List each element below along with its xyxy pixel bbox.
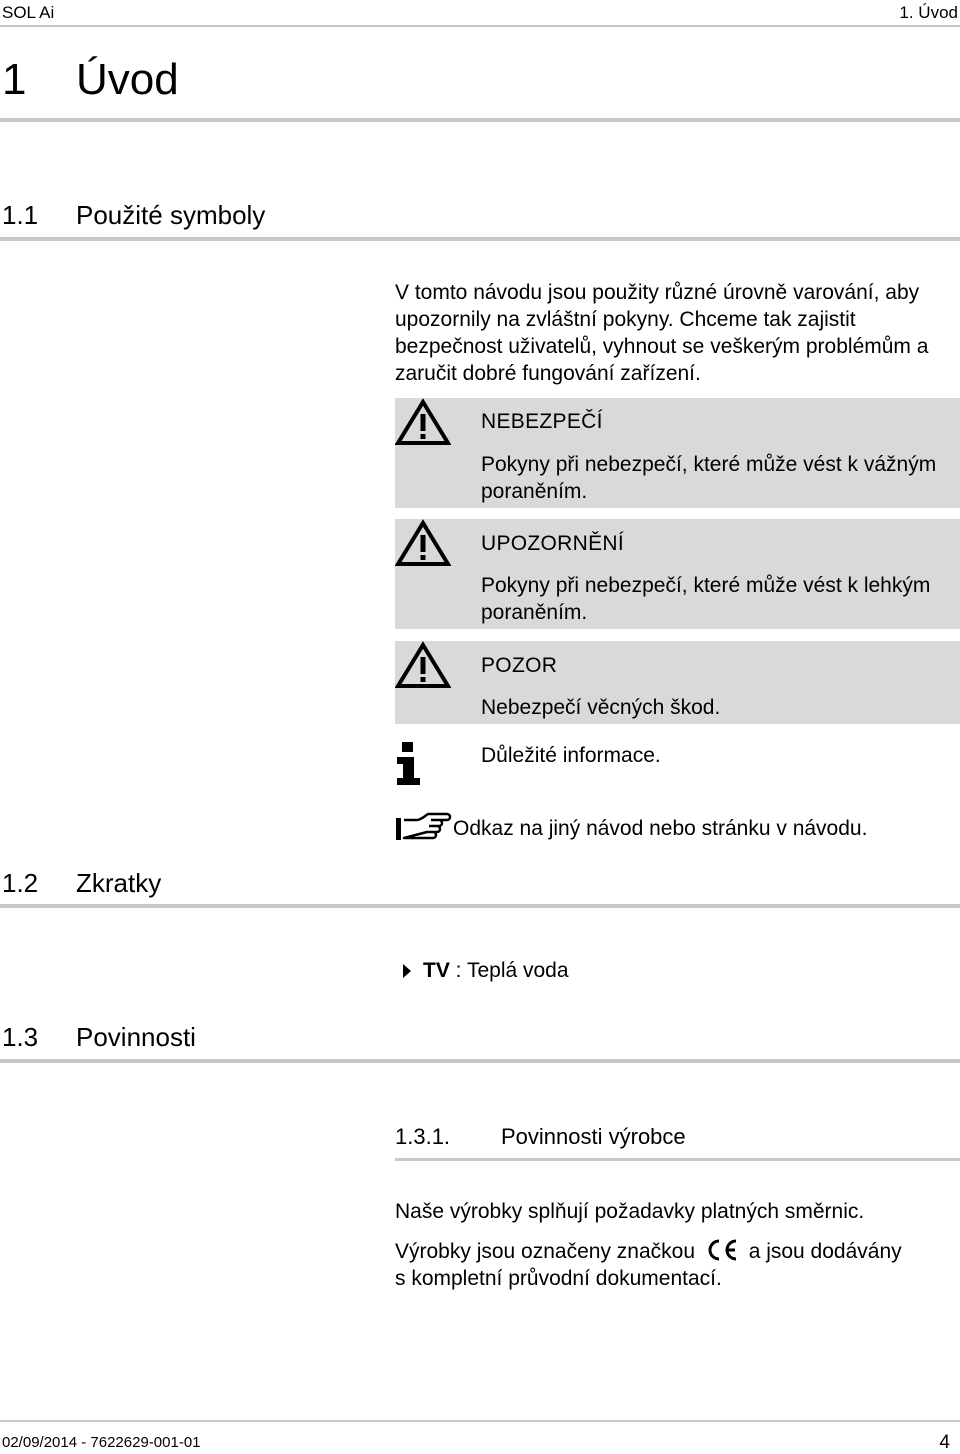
header-divider <box>0 25 960 27</box>
chapter-number: 1 <box>2 55 27 104</box>
subsection-title: Povinnosti výrobce <box>501 1124 686 1149</box>
danger-text <box>481 451 936 505</box>
abbreviation-entry <box>423 957 569 984</box>
chapter-title: Úvod <box>76 55 179 104</box>
section-1-2-title: Zkratky <box>76 868 162 898</box>
warning-title: UPOZORNĚNÍ <box>481 532 625 555</box>
warning-text <box>481 572 930 626</box>
intro-line: upozornily na zvláštní pokyny. Chceme tak zajistit <box>395 308 856 331</box>
danger-text-line: Pokyny při nebezpečí, které může vést k vážným <box>481 453 937 476</box>
warning-text-line: Pokyny při nebezpečí, které může vést k lehkým <box>481 574 931 597</box>
ce-mark-icon <box>705 1238 739 1262</box>
warning-text-line: poraněním. <box>481 601 588 624</box>
intro-paragraph <box>395 279 960 387</box>
header-doc-name: SOL Ai <box>2 3 55 22</box>
page-number: 4 <box>939 1432 950 1453</box>
subsection-number: 1.3.1. <box>395 1124 451 1149</box>
section-1-1-title: Použité symboly <box>76 200 266 230</box>
paragraph-text: a jsou dodávány <box>748 1240 902 1263</box>
warning-triangle-icon <box>395 519 451 567</box>
footer-date-code: 02/09/2014 - 7622629-001-01 <box>2 1434 201 1451</box>
paragraph-text: Výrobky jsou označeny značkou <box>395 1240 695 1263</box>
caution-text: Nebezpečí věcných škod. <box>481 696 721 719</box>
triangle-bullet-icon <box>402 963 412 979</box>
footer-divider <box>0 1420 960 1422</box>
caution-title: POZOR <box>481 654 558 677</box>
pointing-hand-icon <box>395 812 453 842</box>
caution-callout <box>395 641 960 724</box>
danger-text-line: poraněním. <box>481 480 588 503</box>
intro-line: zaručit dobré fungování zařízení. <box>395 362 701 385</box>
section-1-2-number: 1.2 <box>2 868 39 898</box>
danger-title: NEBEZPEČÍ <box>481 410 603 433</box>
abbreviation-value: Teplá voda <box>466 959 569 982</box>
abbreviation-key: TV <box>423 959 450 982</box>
section-1-2-rule <box>0 904 960 908</box>
manufacturer-paragraph-1: Naše výrobky splňují požadavky platných směrnic. <box>395 1200 865 1223</box>
chapter-rule <box>0 118 960 122</box>
warning-callout <box>395 519 960 629</box>
warning-triangle-icon <box>395 641 451 689</box>
section-1-3-title: Povinnosti <box>76 1022 196 1052</box>
info-icon <box>396 742 422 786</box>
warning-triangle-icon <box>395 398 451 446</box>
danger-callout <box>395 398 960 508</box>
paragraph-line <box>395 1238 960 1265</box>
section-1-3-number: 1.3 <box>2 1022 39 1052</box>
section-1-1-number: 1.1 <box>2 200 39 230</box>
info-text: Důležité informace. <box>481 744 661 767</box>
abbreviation-separator: : <box>449 959 467 982</box>
section-1-1-rule <box>0 237 960 241</box>
header-chapter: 1. Úvod <box>899 3 958 22</box>
subsection-rule <box>395 1158 960 1161</box>
intro-line: V tomto návodu jsou použity různé úrovně varování, aby <box>395 281 920 304</box>
paragraph-line: s kompletní průvodní dokumentací. <box>395 1267 722 1290</box>
reference-text: Odkaz na jiný návod nebo stránku v návodu. <box>453 817 868 840</box>
intro-line: bezpečnost uživatelů, vyhnout se veškerým problémům a <box>395 335 929 358</box>
manufacturer-paragraph-2 <box>395 1238 960 1292</box>
section-1-3-rule <box>0 1059 960 1063</box>
